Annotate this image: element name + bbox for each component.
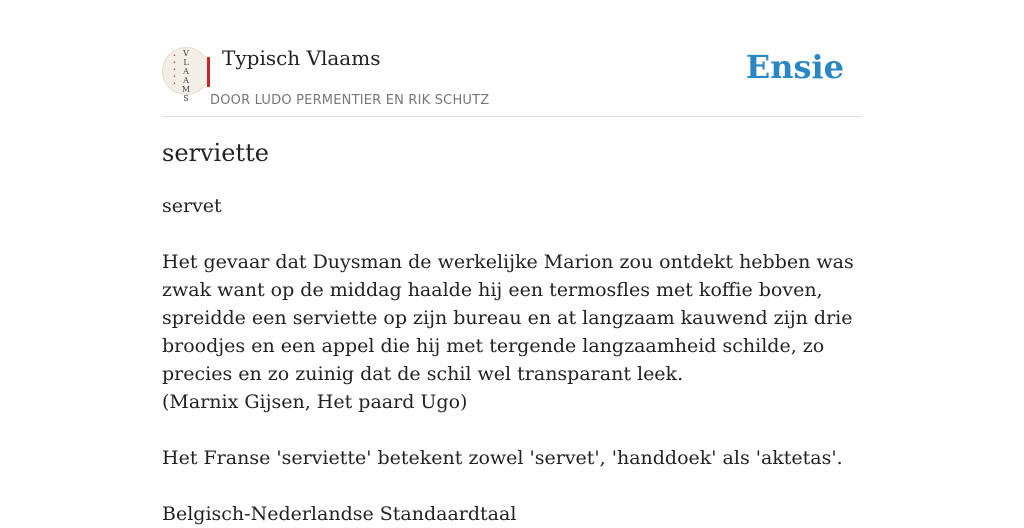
avatar-letters: V L A A M S: [181, 49, 191, 103]
dictionary-avatar[interactable]: [162, 47, 210, 103]
entry-note: Het Franse 'serviette' betekent zowel 'servet', 'handdoek' als 'aktetas'.: [162, 447, 843, 469]
entry-definition: servet: [162, 195, 222, 217]
entry-body: [162, 192, 862, 528]
spacer: [162, 220, 862, 248]
entry-quote: Het gevaar dat Duysman de werkelijke Marion zou ontdekt hebben was zwak want op de middag haalde hij een termosfles met koffie boven, spreidde een serviette op zijn bureau en at langzaam kauwend zijn drie broodjes en een appel die hij met tergende langzaamheid schilde, zo precies en zo zuinig dat de schil wel transparant leek.: [162, 251, 854, 385]
avatar-decoration: • • • • •: [173, 53, 176, 87]
entry-term: serviette: [162, 139, 269, 167]
entry-quote-source: (Marnix Gijsen, Het paard Ugo): [162, 391, 468, 413]
dictionary-authors: DOOR LUDO PERMENTIER EN RIK SCHUTZ: [210, 93, 490, 108]
avatar-stripe: [207, 57, 210, 87]
dictionary-header: [162, 0, 862, 117]
spacer: [162, 472, 862, 500]
dictionary-title[interactable]: Typisch Vlaams: [222, 46, 381, 70]
entry-language-label: Belgisch-Nederlandse Standaardtaal: [162, 503, 517, 525]
brand-logo[interactable]: Ensie: [745, 48, 844, 86]
page-container: [162, 0, 862, 525]
spacer: [162, 416, 862, 444]
